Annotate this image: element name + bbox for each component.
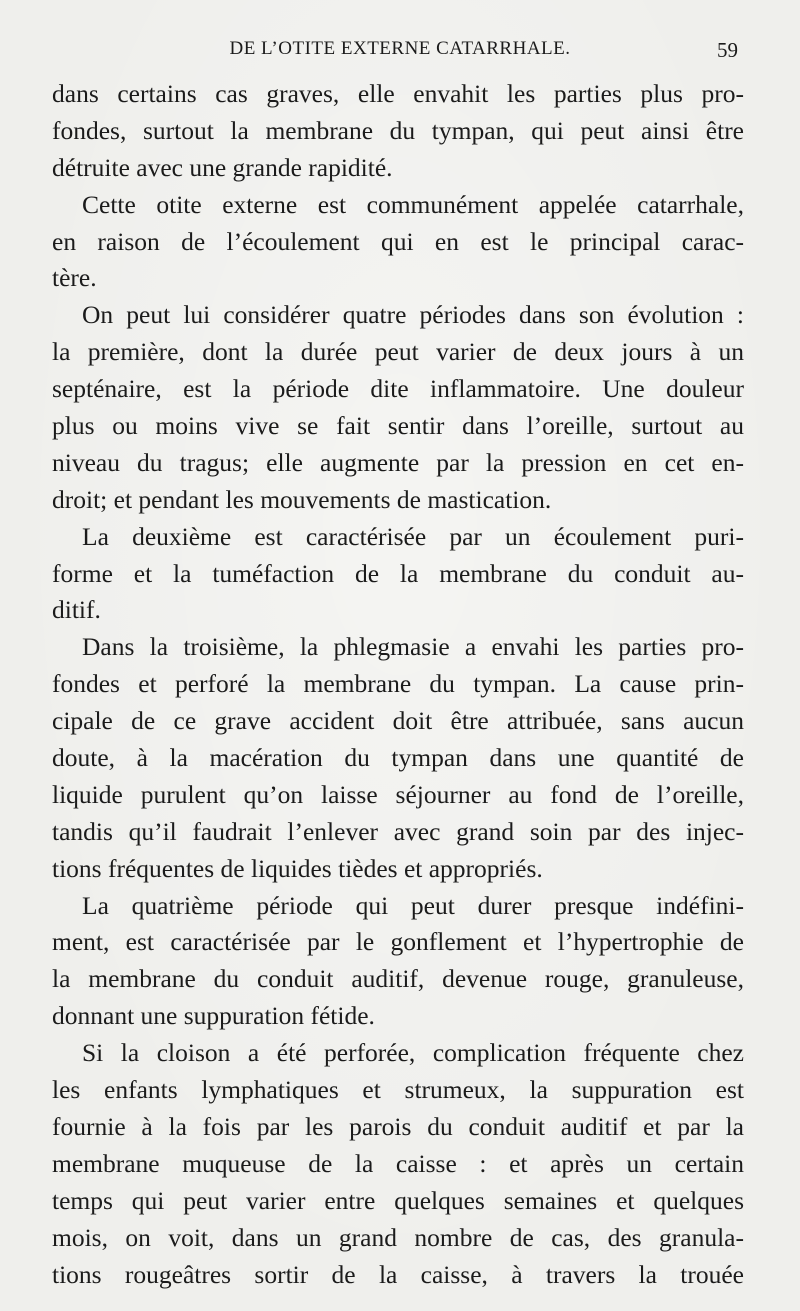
text-line: membrane muqueuse de la caisse : et après un certain xyxy=(52,1148,744,1178)
text-line: cipale de ce grave accident doit être attribuée, sans aucun xyxy=(52,706,744,736)
running-head xyxy=(0,38,800,68)
text-line: Dans la troisième, la phlegmasie a envahi les parties pro- xyxy=(82,632,744,662)
text-line: ditif. xyxy=(52,595,101,625)
text-line: droit; et pendant les mouvements de mastication. xyxy=(52,484,552,514)
text-line: doute, à la macération du tympan dans une quantité de xyxy=(52,743,744,773)
text-line: la membrane du conduit auditif, devenue rouge, granuleuse, xyxy=(52,964,744,994)
text-line: détruite avec une grande rapidité. xyxy=(52,152,393,182)
text-line: tions rougeâtres sortir de la caisse, à travers la trouée xyxy=(52,1259,744,1289)
running-title: DE L’OTITE EXTERNE CATARRHALE. xyxy=(229,38,571,59)
text-line: la première, dont la durée peut varier de deux jours à un xyxy=(52,337,744,367)
text-line: tandis qu’il faudrait l’enlever avec grand soin par des injec- xyxy=(52,816,744,846)
text-line: fondes et perforé la membrane du tympan. La cause prin- xyxy=(52,669,744,699)
text-line: fournie à la fois par les parois du conduit auditif et par la xyxy=(52,1111,744,1141)
text-line: ment, est caractérisée par le gonflement et l’hypertrophie de xyxy=(52,927,744,957)
text-line: en raison de l’écoulement qui en est le principal carac- xyxy=(52,226,744,256)
text-line: Cette otite externe est communément appelée catarrhale, xyxy=(82,189,744,219)
text-line: septénaire, est la période dite inflammatoire. Une douleur xyxy=(52,374,744,404)
text-line: La deuxième est caractérisée par un écoulement puri- xyxy=(82,521,744,551)
text-line: les enfants lymphatiques et strumeux, la suppuration est xyxy=(52,1075,744,1105)
text-line: tère. xyxy=(52,263,97,293)
text-line: liquide purulent qu’on laisse séjourner au fond de l’oreille, xyxy=(52,779,744,809)
text-line: On peut lui considérer quatre périodes dans son évolution : xyxy=(82,300,744,330)
text-line: plus ou moins vive se fait sentir dans l’oreille, surtout au xyxy=(52,411,744,441)
text-line: tions fréquentes de liquides tièdes et appropriés. xyxy=(52,853,543,883)
text-line: mois, on voit, dans un grand nombre de cas, des granula- xyxy=(52,1222,744,1252)
body-text xyxy=(52,76,744,1293)
page-number: 59 xyxy=(717,38,738,62)
text-line: niveau du tragus; elle augmente par la pression en cet en- xyxy=(52,447,744,477)
text-line: Si la cloison a été perforée, complication fréquente chez xyxy=(82,1038,744,1068)
text-line: La quatrième période qui peut durer presque indéfini- xyxy=(82,890,744,920)
text-line: fondes, surtout la membrane du tympan, qui peut ainsi être xyxy=(52,115,744,145)
text-line: temps qui peut varier entre quelques semaines et quelques xyxy=(52,1185,744,1215)
text-line: donnant une suppuration fétide. xyxy=(52,1001,375,1031)
text-line: forme et la tuméfaction de la membrane du conduit au- xyxy=(52,558,744,588)
text-line: dans certains cas graves, elle envahit les parties plus pro- xyxy=(52,79,744,108)
